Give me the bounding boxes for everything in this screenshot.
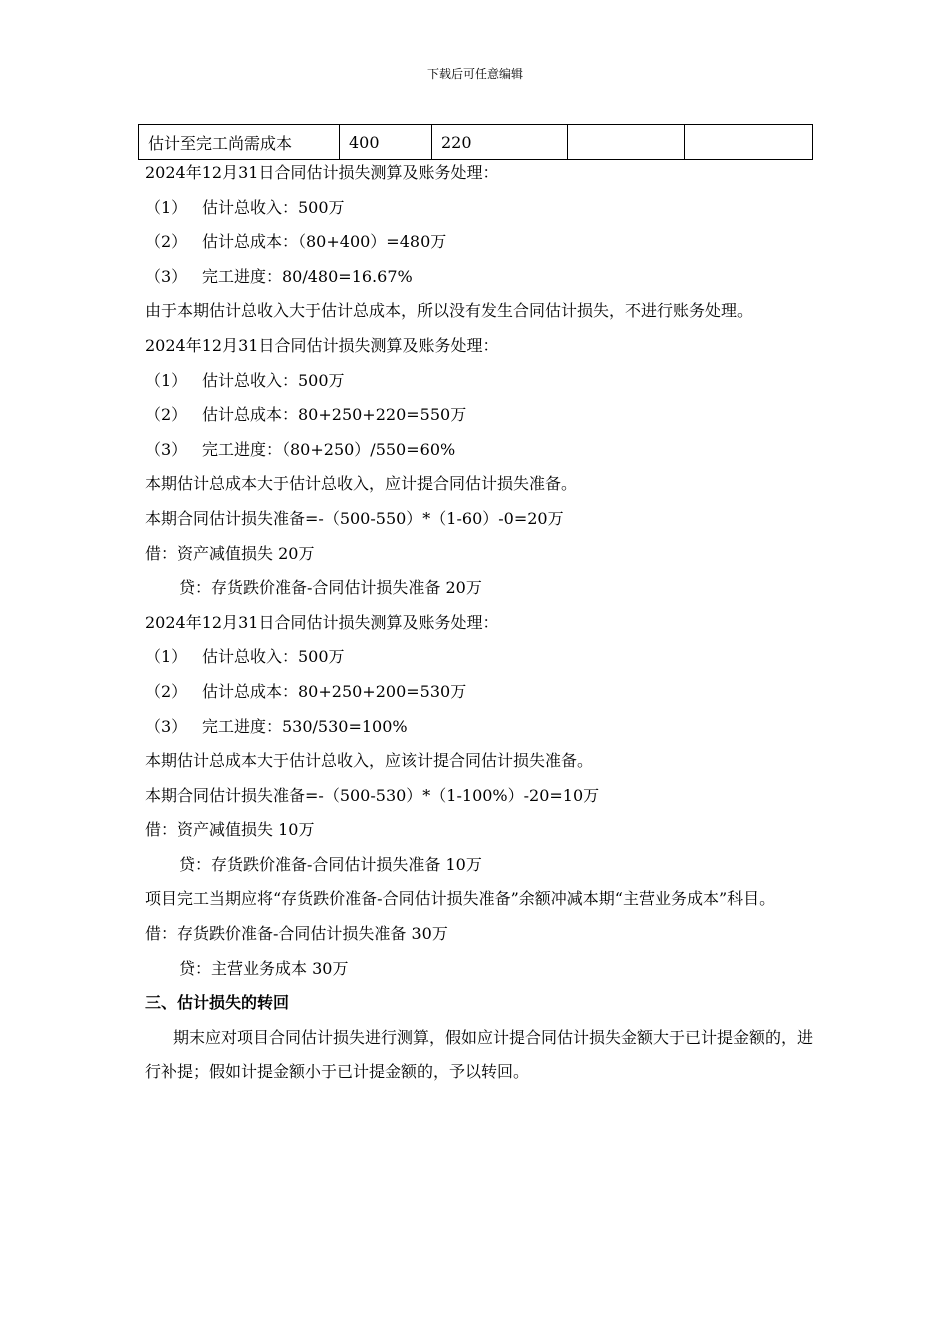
table-cell [685, 125, 813, 160]
table-cell: 估计至完工尚需成本 [139, 125, 340, 160]
journal-debit: 借：资产减值损失 20万 [145, 543, 315, 563]
table-cell: 220 [432, 125, 568, 160]
paragraph: 本期估计总成本大于估计总收入，应该计提合同估计损失准备。 [145, 751, 594, 771]
list-number: （1） [145, 197, 188, 217]
list-number: （2） [145, 681, 188, 701]
list-item [145, 364, 815, 399]
list-text: 估计总收入：500万 [202, 197, 345, 217]
paragraph: 本期合同估计损失准备=-（500-550）*（1-60）-0=20万 [145, 508, 564, 528]
journal-credit: 贷：存货跌价准备-合同估计损失准备 20万 [179, 578, 482, 598]
paragraph: 项目完工当期应将“存货跌价准备-合同估计损失准备”余额冲减本期“主营业务成本”科目。 [145, 889, 776, 909]
list-item [145, 640, 815, 675]
list-text: 估计总成本：（80+400）=480万 [202, 232, 447, 252]
paragraph: 期末应对项目合同估计损失进行测算，假如应计提合同估计损失金额大于已计提金额的，进行补提；假如计提金额小于已计提金额的，予以转回。 [145, 1027, 814, 1082]
list-text: 估计总收入：500万 [202, 647, 345, 667]
list-item [145, 710, 815, 745]
section-title: 三、估计损失的转回 [145, 993, 290, 1013]
list-item [145, 260, 815, 295]
journal-debit: 借：存货跌价准备-合同估计损失准备 30万 [145, 924, 448, 944]
document-body [145, 156, 815, 1090]
list-item [145, 675, 815, 710]
paragraph: 本期估计总成本大于估计总收入，应计提合同估计损失准备。 [145, 474, 578, 494]
list-text: 估计总成本：80+250+220=550万 [202, 405, 467, 425]
list-text: 完工进度：530/530=100% [202, 716, 408, 736]
list-number: （1） [145, 370, 188, 390]
table-cell: 400 [340, 125, 432, 160]
journal-credit: 贷：存货跌价准备-合同估计损失准备 10万 [179, 854, 482, 874]
list-text: 完工进度：80/480=16.67% [202, 266, 413, 286]
list-item [145, 433, 815, 468]
list-number: （2） [145, 232, 188, 252]
list-item [145, 398, 815, 433]
section-heading: 2024年12月31日合同估计损失测算及账务处理： [145, 163, 499, 182]
cost-table [138, 124, 813, 160]
list-item [145, 191, 815, 226]
list-number: （1） [145, 647, 188, 667]
list-text: 估计总成本：80+250+200=530万 [202, 681, 467, 701]
page-header: 下载后可任意编辑 [426, 67, 523, 81]
list-number: （3） [145, 266, 188, 286]
list-text: 完工进度：（80+250）/550=60% [202, 439, 456, 459]
list-text: 估计总收入：500万 [202, 370, 345, 390]
table-row [139, 125, 813, 160]
table-cell [568, 125, 685, 160]
list-item [145, 225, 815, 260]
section-heading: 2024年12月31日合同估计损失测算及账务处理： [145, 612, 499, 632]
paragraph: 本期合同估计损失准备=-（500-530）*（1-100%）-20=10万 [145, 785, 600, 805]
paragraph: 由于本期估计总收入大于估计总成本，所以没有发生合同估计损失，不进行账务处理。 [145, 301, 754, 321]
list-number: （3） [145, 716, 188, 736]
list-number: （3） [145, 439, 188, 459]
journal-credit: 贷：主营业务成本 30万 [179, 958, 349, 978]
section-heading: 2024年12月31日合同估计损失测算及账务处理： [145, 335, 499, 355]
journal-debit: 借：资产减值损失 10万 [145, 820, 315, 840]
list-number: （2） [145, 405, 188, 425]
